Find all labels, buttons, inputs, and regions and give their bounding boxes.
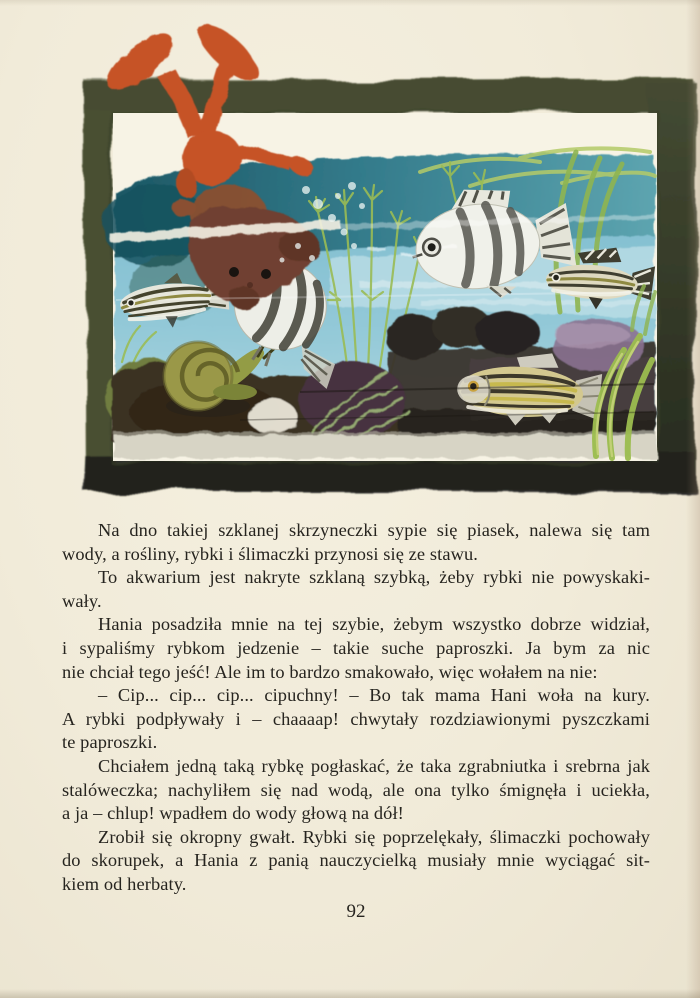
text-line: a ja – chlup! wpadłem do wody głową na dół! (62, 803, 404, 824)
text-line: do skorupek, a Hania z panią nauczycielką musiały mnie wyciągać sit- (62, 850, 650, 871)
page-edge-bottom (0, 989, 700, 998)
text-line: Zrobił się okropny gwałt. Rybki się poprzelękały, ślimaczki pochowały (98, 826, 650, 847)
text-line: te paproszki. (62, 732, 158, 753)
text-line: Chciałem jedną taką rybkę pogłaskać, że taka zgrabniutka i srebrna jak (98, 755, 650, 776)
text-line: wody, a rośliny, rybki i ślimaczki przynosi się ze stawu. (62, 543, 478, 564)
text-line: nie chciał tego jeść! Ale im to bardzo smakowało, więc wołałem na nie: (62, 661, 598, 682)
text-line: – Cip... cip... cip... cipuchny! – Bo tak mama Hani woła na kury. (98, 685, 650, 706)
page-number: 92 (346, 901, 366, 922)
text-line: stalóweczka; nachyliłem się nad wodą, ale ona tylko śmignęła i uciekła, (62, 779, 650, 800)
text-line: wały. (62, 590, 102, 611)
story-text (62, 519, 650, 897)
text-line: A rybki podpływały i – chaaaap! chwytały rozdziawionymi pyszczkami (62, 708, 650, 729)
text-line: To akwarium jest nakryte szklaną szybką, żeby rybki nie powyskaki- (98, 567, 650, 588)
text-line: Na dno takiej szklanej skrzyneczki sypie się piasek, nalewa się tam (98, 520, 650, 540)
text-line: i sypaliśmy rybkom jedzenie – takie suche paproszki. Ja bym za nic (62, 637, 650, 658)
text-line: kiem od herbaty. (62, 873, 187, 894)
text-line: Hania posadziła mnie na tej szybie, żebym wszystko dobrze widział, (98, 614, 650, 635)
